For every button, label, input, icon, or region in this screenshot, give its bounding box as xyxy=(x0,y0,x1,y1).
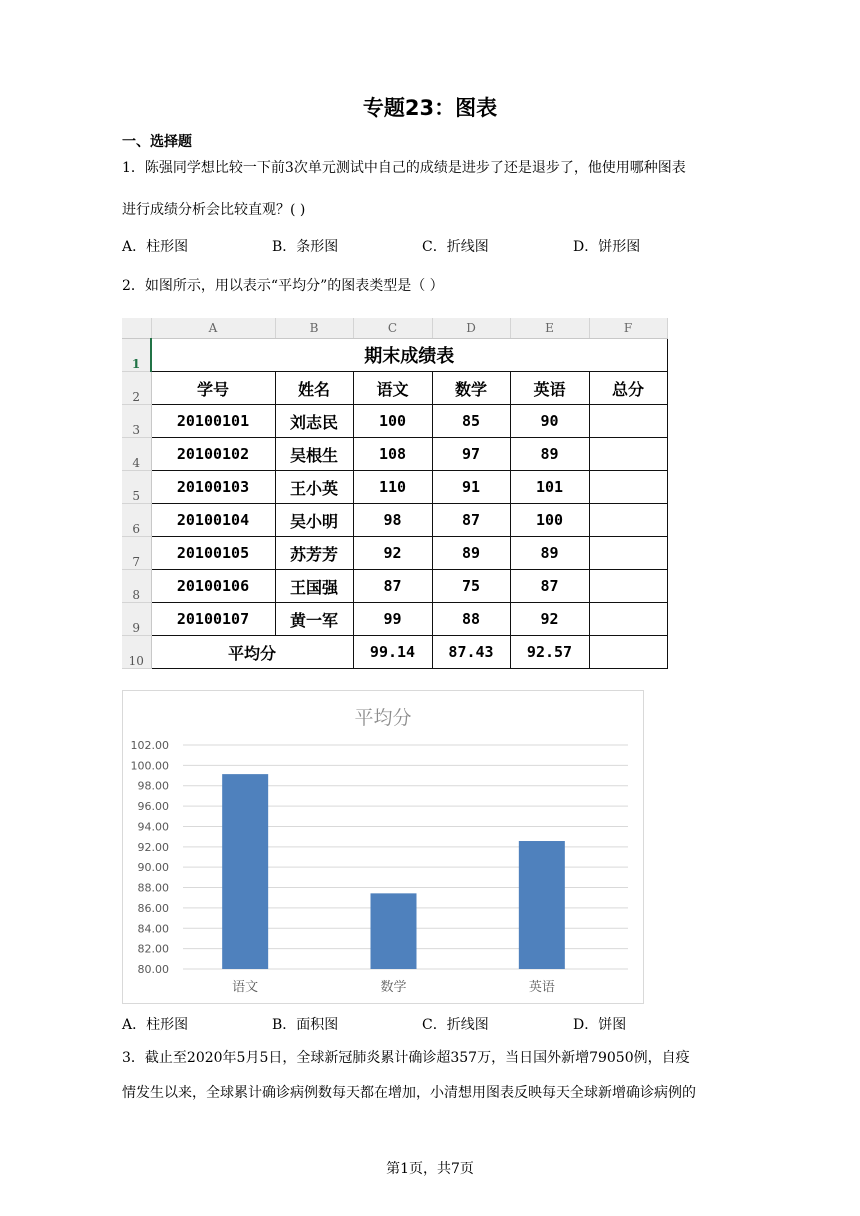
table-row xyxy=(122,471,667,504)
q1-option-c: C．折线图 xyxy=(422,239,489,255)
header-cell: 语文 xyxy=(353,372,432,405)
table-cell xyxy=(589,405,667,438)
table-cell: 20100104 xyxy=(151,504,275,537)
table-cell: 92 xyxy=(510,603,589,636)
y-tick-label: 98.00 xyxy=(137,779,169,793)
table-cell: 100 xyxy=(353,405,432,438)
y-tick-label: 90.00 xyxy=(137,861,169,875)
table-cell: 王小英 xyxy=(275,471,353,504)
table-cell: 苏芳芳 xyxy=(275,537,353,570)
bar xyxy=(222,774,268,969)
header-row xyxy=(122,372,667,405)
average-label: 平均分 xyxy=(151,636,353,669)
q1-option-a: A．柱形图 xyxy=(122,239,189,255)
average-score-chart xyxy=(122,690,644,1004)
y-tick-label: 92.00 xyxy=(137,840,169,854)
page-footer: 第1页，共7页 xyxy=(386,1161,474,1177)
header-cell: 学号 xyxy=(151,372,275,405)
table-cell: 89 xyxy=(432,537,510,570)
table-cell xyxy=(589,471,667,504)
row-number: 5 xyxy=(122,471,151,504)
row-number: 4 xyxy=(122,438,151,471)
y-tick-label: 80.00 xyxy=(137,963,169,976)
select-all-corner xyxy=(122,318,151,339)
x-category-label: 英语 xyxy=(528,980,555,995)
y-tick-label: 100.00 xyxy=(130,759,169,773)
q1-option-b: B．条形图 xyxy=(272,239,339,255)
x-category-label: 语文 xyxy=(232,980,259,995)
table-row xyxy=(122,405,667,438)
table-cell: 黄一军 xyxy=(275,603,353,636)
table-cell: 刘志民 xyxy=(275,405,353,438)
table-cell: 92 xyxy=(353,537,432,570)
table-cell: 98 xyxy=(353,504,432,537)
average-row xyxy=(122,636,667,669)
table-cell: 85 xyxy=(432,405,510,438)
header-cell: 数学 xyxy=(432,372,510,405)
y-tick-label: 96.00 xyxy=(137,800,169,814)
table-cell: 20100107 xyxy=(151,603,275,636)
title-row xyxy=(122,339,667,372)
header-cell: 姓名 xyxy=(275,372,353,405)
table-row xyxy=(122,570,667,603)
table-cell xyxy=(589,504,667,537)
table-cell: 89 xyxy=(510,537,589,570)
x-category-label: 数学 xyxy=(380,980,407,995)
table-cell xyxy=(589,603,667,636)
y-tick-label: 84.00 xyxy=(137,922,169,936)
average-cell: 99.14 xyxy=(353,636,432,669)
y-tick-label: 88.00 xyxy=(137,881,169,895)
table-row xyxy=(122,504,667,537)
q2-option-c: C．折线图 xyxy=(422,1017,489,1033)
table-cell: 87 xyxy=(432,504,510,537)
row-number: 2 xyxy=(122,372,151,405)
table-cell: 97 xyxy=(432,438,510,471)
average-cell: 92.57 xyxy=(510,636,589,669)
row-number: 3 xyxy=(122,405,151,438)
table-cell: 110 xyxy=(353,471,432,504)
table-row xyxy=(122,537,667,570)
question-3-line-1: 3．截止至2020年5月5日，全球新冠肺炎累计确诊超357万，当日国外新增79050例，自疫 xyxy=(122,1050,690,1066)
bar xyxy=(371,893,417,969)
spreadsheet-image xyxy=(122,318,679,678)
row-number: 8 xyxy=(122,570,151,603)
table-cell: 王国强 xyxy=(275,570,353,603)
chart-svg xyxy=(123,691,643,1003)
y-tick-label: 102.00 xyxy=(130,739,169,752)
row-number: 6 xyxy=(122,504,151,537)
table-cell: 101 xyxy=(510,471,589,504)
table-cell xyxy=(589,438,667,471)
table-cell: 20100102 xyxy=(151,438,275,471)
table-cell: 88 xyxy=(432,603,510,636)
question-3-line-2: 情发生以来，全球累计确诊病例数每天都在增加，小清想用图表反映每天全球新增确诊病例的 xyxy=(122,1085,696,1101)
row-number: 9 xyxy=(122,603,151,636)
row-number: 7 xyxy=(122,537,151,570)
column-header-d: D xyxy=(432,318,510,339)
q2-option-a: A．柱形图 xyxy=(122,1017,189,1033)
table-cell: 90 xyxy=(510,405,589,438)
grade-table xyxy=(122,318,668,669)
y-tick-label: 82.00 xyxy=(137,942,169,956)
chart-title: 平均分 xyxy=(354,707,412,729)
average-cell xyxy=(589,636,667,669)
table-title: 期末成绩表 xyxy=(151,339,667,372)
table-cell: 20100106 xyxy=(151,570,275,603)
y-tick-label: 94.00 xyxy=(137,820,169,834)
q2-option-d: D．饼图 xyxy=(573,1017,627,1033)
table-cell: 20100103 xyxy=(151,471,275,504)
table-cell: 20100105 xyxy=(151,537,275,570)
table-cell: 89 xyxy=(510,438,589,471)
column-header-row xyxy=(122,318,667,339)
table-cell: 吴小明 xyxy=(275,504,353,537)
question-1-line-1: 1．陈强同学想比较一下前3次单元测试中自己的成绩是进步了还是退步了，他使用哪种图表 xyxy=(122,160,686,176)
average-cell: 87.43 xyxy=(432,636,510,669)
table-cell: 20100101 xyxy=(151,405,275,438)
page-title: 专题23：图表 xyxy=(362,96,498,120)
table-cell: 75 xyxy=(432,570,510,603)
table-cell: 91 xyxy=(432,471,510,504)
column-header-a: A xyxy=(151,318,275,339)
question-2-text: 2．如图所示，用以表示“平均分”的图表类型是（ ） xyxy=(122,278,444,294)
table-cell: 吴根生 xyxy=(275,438,353,471)
column-header-e: E xyxy=(510,318,589,339)
column-header-f: F xyxy=(589,318,667,339)
q2-option-b: B．面积图 xyxy=(272,1017,339,1033)
header-cell: 英语 xyxy=(510,372,589,405)
table-cell: 108 xyxy=(353,438,432,471)
table-cell: 87 xyxy=(510,570,589,603)
column-header-b: B xyxy=(275,318,353,339)
header-cell: 总分 xyxy=(589,372,667,405)
table-cell: 100 xyxy=(510,504,589,537)
q1-option-d: D．饼形图 xyxy=(573,239,641,255)
column-header-c: C xyxy=(353,318,432,339)
bar xyxy=(519,841,565,969)
row-number: 1 xyxy=(122,339,151,372)
section-heading: 一、选择题 xyxy=(122,134,192,150)
row-number: 10 xyxy=(122,636,151,669)
table-cell xyxy=(589,537,667,570)
table-row xyxy=(122,438,667,471)
table-cell xyxy=(589,570,667,603)
y-tick-label: 86.00 xyxy=(137,901,169,915)
table-row xyxy=(122,603,667,636)
question-1-line-2: 进行成绩分析会比较直观？( ) xyxy=(122,202,306,218)
table-cell: 99 xyxy=(353,603,432,636)
table-cell: 87 xyxy=(353,570,432,603)
